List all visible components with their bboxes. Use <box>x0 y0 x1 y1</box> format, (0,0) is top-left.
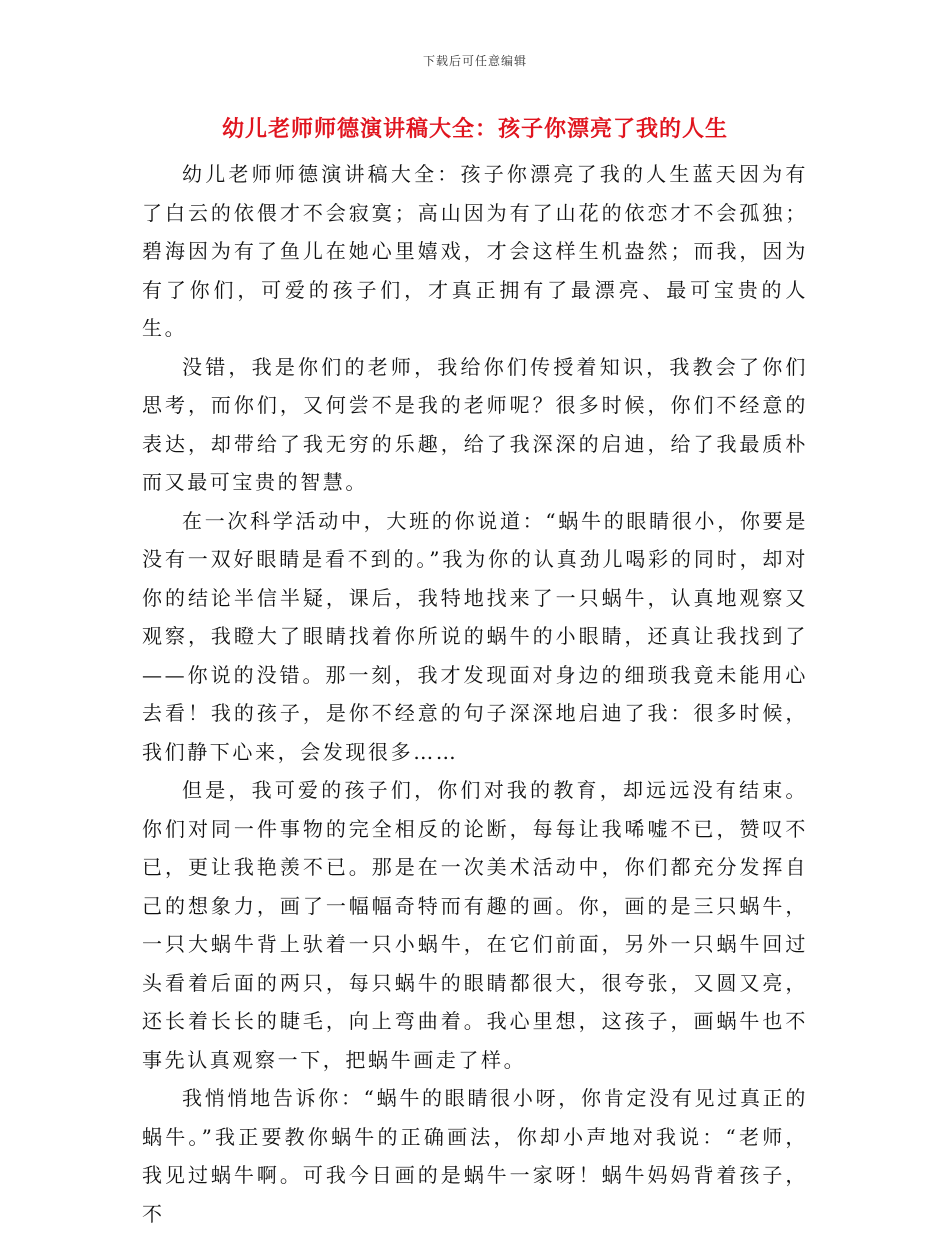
paragraph: 幼儿老师师德演讲稿大全：孩子你漂亮了我的人生蓝天因为有了白云的依偎才不会寂寞；高山因为有了山花的依恋才不会孤独；碧海因为有了鱼儿在她心里嬉戏，才会这样生机盎然；而我，因为有了你们，可爱的孩子们，才真正拥有了最漂亮、最可宝贵的人生。 <box>142 162 808 340</box>
paragraph: 我悄悄地告诉你：“蜗牛的眼睛很小呀，你肯定没有见过真正的蜗牛。”我正要教你蜗牛的正确画法，你却小声地对我说：“老师，我见过蜗牛啊。可我今日画的是蜗牛一家呀！蜗牛妈妈背着孩子，不 <box>142 1086 808 1226</box>
paragraph: 在一次科学活动中，大班的你说道：“蜗牛的眼睛很小，你要是没有一双好眼睛是看不到的。”我为你的认真劲儿喝彩的同时，却对你的结论半信半疑，课后，我特地找来了一只蜗牛，认真地观察又观察，我瞪大了眼睛找着你所说的蜗牛的小眼睛，还真让我找到了——你说的没错。那一刻，我才发现面对身边的细琐我竟未能用心去看！我的孩子，是你不经意的句子深深地启迪了我：很多时候，我们静下心来，会发现很多…… <box>142 508 808 764</box>
document-title: 幼儿老师师德演讲稿大全：孩子你漂亮了我的人生 <box>221 116 728 142</box>
paragraph: 但是，我可爱的孩子们，你们对我的教育，却远远没有结束。你们对同一件事物的完全相反的论断，每每让我唏嘘不已，赞叹不已，更让我艳羡不已。那是在一次美术活动中，你们都充分发挥自己的想象力，画了一幅幅奇特而有趣的画。你，画的是三只蜗牛，一只大蜗牛背上驮着一只小蜗牛，在它们前面，另外一只蜗牛回过头看着后面的两只，每只蜗牛的眼睛都很大，很夸张，又圆又亮，还长着长长的睫毛，向上弯曲着。我心里想，这孩子，画蜗牛也不事先认真观察一下，把蜗牛画走了样。 <box>142 778 808 1072</box>
paragraph: 没错，我是你们的老师，我给你们传授着知识，我教会了你们思考，而你们，又何尝不是我的老师呢？很多时候，你们不经意的表达，却带给了我无穷的乐趣，给了我深深的启迪，给了我最质朴而又最可宝贵的智慧。 <box>142 354 808 494</box>
header-note: 下载后可任意编辑 <box>422 54 527 68</box>
document-body <box>142 155 808 1233</box>
